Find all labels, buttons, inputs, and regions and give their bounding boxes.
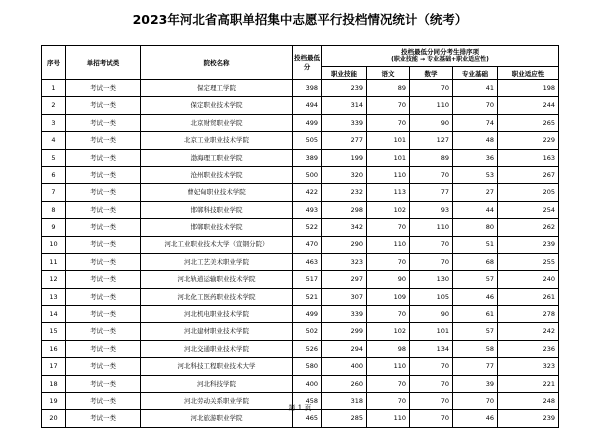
cell-adapt: 236 bbox=[498, 340, 559, 357]
cell-school: 曹妃甸职业技术学院 bbox=[141, 184, 293, 201]
table-row bbox=[42, 149, 559, 166]
cell-skill: 307 bbox=[322, 288, 367, 305]
cell-seq: 6 bbox=[42, 166, 66, 183]
cell-adapt: 254 bbox=[498, 201, 559, 218]
cell-chinese: 98 bbox=[367, 340, 410, 357]
table-row bbox=[42, 306, 559, 323]
cell-skill: 339 bbox=[322, 114, 367, 131]
table-row bbox=[42, 340, 559, 357]
cell-chinese: 110 bbox=[367, 236, 410, 253]
header-school: 院校名称 bbox=[141, 46, 293, 80]
cell-adapt: 248 bbox=[498, 393, 559, 410]
cell-skill: 323 bbox=[322, 253, 367, 270]
cell-school: 河北建材职业技术学院 bbox=[141, 323, 293, 340]
header-math: 数学 bbox=[410, 67, 453, 80]
cell-category: 考试一类 bbox=[66, 236, 141, 253]
cell-chinese: 101 bbox=[367, 149, 410, 166]
cell-skill: 260 bbox=[322, 375, 367, 392]
cell-min-score: 389 bbox=[293, 149, 322, 166]
cell-category: 考试一类 bbox=[66, 271, 141, 288]
cell-basic: 70 bbox=[453, 97, 498, 114]
cell-basic: 58 bbox=[453, 340, 498, 357]
cell-math: 110 bbox=[410, 97, 453, 114]
cell-min-score: 493 bbox=[293, 201, 322, 218]
header-rank-group bbox=[322, 46, 559, 67]
cell-chinese: 101 bbox=[367, 132, 410, 149]
cell-category: 考试一类 bbox=[66, 306, 141, 323]
cell-adapt: 267 bbox=[498, 166, 559, 183]
cell-chinese: 113 bbox=[367, 184, 410, 201]
cell-school: 河北科技工程职业技术大学 bbox=[141, 358, 293, 375]
cell-adapt: 239 bbox=[498, 236, 559, 253]
admission-table bbox=[41, 45, 559, 428]
cell-school: 河北化工医药职业技术学院 bbox=[141, 288, 293, 305]
cell-basic: 36 bbox=[453, 149, 498, 166]
cell-seq: 2 bbox=[42, 97, 66, 114]
cell-skill: 232 bbox=[322, 184, 367, 201]
cell-math: 130 bbox=[410, 271, 453, 288]
cell-category: 考试一类 bbox=[66, 97, 141, 114]
cell-adapt: 163 bbox=[498, 149, 559, 166]
cell-math: 110 bbox=[410, 219, 453, 236]
cell-category: 考试一类 bbox=[66, 288, 141, 305]
cell-adapt: 261 bbox=[498, 288, 559, 305]
cell-seq: 18 bbox=[42, 375, 66, 392]
cell-seq: 7 bbox=[42, 184, 66, 201]
cell-seq: 17 bbox=[42, 358, 66, 375]
cell-adapt: 242 bbox=[498, 323, 559, 340]
cell-chinese: 110 bbox=[367, 410, 410, 427]
cell-math: 134 bbox=[410, 340, 453, 357]
cell-min-score: 458 bbox=[293, 393, 322, 410]
cell-school: 北京工业职业技术学院 bbox=[141, 132, 293, 149]
cell-chinese: 89 bbox=[367, 80, 410, 97]
table-row bbox=[42, 97, 559, 114]
cell-seq: 3 bbox=[42, 114, 66, 131]
cell-min-score: 502 bbox=[293, 323, 322, 340]
cell-adapt: 262 bbox=[498, 219, 559, 236]
cell-math: 90 bbox=[410, 114, 453, 131]
cell-category: 考试一类 bbox=[66, 358, 141, 375]
cell-category: 考试一类 bbox=[66, 253, 141, 270]
page-title: 2023年河北省高职单招集中志愿平行投档情况统计（统考） bbox=[132, 12, 468, 27]
cell-category: 考试一类 bbox=[66, 114, 141, 131]
cell-min-score: 521 bbox=[293, 288, 322, 305]
cell-min-score: 422 bbox=[293, 184, 322, 201]
cell-category: 考试一类 bbox=[66, 184, 141, 201]
cell-basic: 80 bbox=[453, 219, 498, 236]
cell-min-score: 522 bbox=[293, 219, 322, 236]
cell-skill: 298 bbox=[322, 201, 367, 218]
cell-school: 保定职业技术学院 bbox=[141, 97, 293, 114]
cell-basic: 44 bbox=[453, 201, 498, 218]
cell-seq: 10 bbox=[42, 236, 66, 253]
cell-adapt: 229 bbox=[498, 132, 559, 149]
cell-chinese: 70 bbox=[367, 306, 410, 323]
cell-min-score: 499 bbox=[293, 306, 322, 323]
cell-school: 河北旅游职业学院 bbox=[141, 410, 293, 427]
cell-math: 70 bbox=[410, 166, 453, 183]
cell-math: 70 bbox=[410, 358, 453, 375]
cell-adapt: 205 bbox=[498, 184, 559, 201]
table-row bbox=[42, 323, 559, 340]
cell-seq: 13 bbox=[42, 288, 66, 305]
cell-chinese: 70 bbox=[367, 114, 410, 131]
cell-math: 70 bbox=[410, 410, 453, 427]
cell-basic: 51 bbox=[453, 236, 498, 253]
cell-seq: 20 bbox=[42, 410, 66, 427]
cell-min-score: 470 bbox=[293, 236, 322, 253]
header-row-top bbox=[42, 46, 559, 67]
cell-min-score: 463 bbox=[293, 253, 322, 270]
cell-min-score: 517 bbox=[293, 271, 322, 288]
cell-min-score: 526 bbox=[293, 340, 322, 357]
cell-min-score: 400 bbox=[293, 375, 322, 392]
cell-min-score: 505 bbox=[293, 132, 322, 149]
table-row bbox=[42, 358, 559, 375]
table-row bbox=[42, 288, 559, 305]
cell-basic: 68 bbox=[453, 253, 498, 270]
header-adapt: 职业适应性 bbox=[498, 67, 559, 80]
cell-category: 考试一类 bbox=[66, 132, 141, 149]
cell-category: 考试一类 bbox=[66, 149, 141, 166]
cell-math: 90 bbox=[410, 306, 453, 323]
table-row bbox=[42, 201, 559, 218]
cell-category: 考试一类 bbox=[66, 410, 141, 427]
table-row bbox=[42, 236, 559, 253]
table-row bbox=[42, 219, 559, 236]
cell-school: 河北工业职业技术大学（宣钢分院） bbox=[141, 236, 293, 253]
page-number: 第 1 页 bbox=[288, 404, 312, 412]
cell-basic: 46 bbox=[453, 288, 498, 305]
cell-skill: 199 bbox=[322, 149, 367, 166]
cell-school: 河北机电职业技术学院 bbox=[141, 306, 293, 323]
cell-skill: 285 bbox=[322, 410, 367, 427]
header-skill: 职业技能 bbox=[322, 67, 367, 80]
cell-chinese: 110 bbox=[367, 358, 410, 375]
cell-seq: 14 bbox=[42, 306, 66, 323]
cell-basic: 27 bbox=[453, 184, 498, 201]
cell-category: 考试一类 bbox=[66, 201, 141, 218]
cell-skill: 342 bbox=[322, 219, 367, 236]
cell-school: 保定理工学院 bbox=[141, 80, 293, 97]
cell-math: 101 bbox=[410, 323, 453, 340]
header-category: 单招考试类 bbox=[66, 46, 141, 80]
cell-seq: 1 bbox=[42, 80, 66, 97]
header-chinese: 语文 bbox=[367, 67, 410, 80]
cell-min-score: 500 bbox=[293, 166, 322, 183]
cell-min-score: 494 bbox=[293, 97, 322, 114]
cell-chinese: 110 bbox=[367, 166, 410, 183]
cell-math: 70 bbox=[410, 253, 453, 270]
cell-category: 考试一类 bbox=[66, 80, 141, 97]
cell-category: 考试一类 bbox=[66, 375, 141, 392]
cell-seq: 5 bbox=[42, 149, 66, 166]
cell-min-score: 499 bbox=[293, 114, 322, 131]
cell-seq: 11 bbox=[42, 253, 66, 270]
cell-skill: 290 bbox=[322, 236, 367, 253]
cell-skill: 277 bbox=[322, 132, 367, 149]
cell-skill: 299 bbox=[322, 323, 367, 340]
cell-adapt: 255 bbox=[498, 253, 559, 270]
cell-school: 河北工艺美术职业学院 bbox=[141, 253, 293, 270]
cell-basic: 70 bbox=[453, 393, 498, 410]
table-row bbox=[42, 132, 559, 149]
table-row bbox=[42, 253, 559, 270]
cell-adapt: 240 bbox=[498, 271, 559, 288]
cell-min-score: 398 bbox=[293, 80, 322, 97]
cell-adapt: 323 bbox=[498, 358, 559, 375]
cell-chinese: 70 bbox=[367, 97, 410, 114]
cell-math: 89 bbox=[410, 149, 453, 166]
header-rank-group-title: 投档最低分同分考生排序项 bbox=[401, 47, 480, 56]
header-basic: 专业基础 bbox=[453, 67, 498, 80]
cell-math: 70 bbox=[410, 375, 453, 392]
header-min-score: 投档最低分 bbox=[293, 46, 322, 80]
cell-basic: 48 bbox=[453, 132, 498, 149]
cell-category: 考试一类 bbox=[66, 393, 141, 410]
cell-math: 127 bbox=[410, 132, 453, 149]
cell-seq: 8 bbox=[42, 201, 66, 218]
cell-math: 70 bbox=[410, 393, 453, 410]
cell-math: 105 bbox=[410, 288, 453, 305]
header-rank-group-subtitle: (职业技能 → 专业基础+职业适应性) bbox=[391, 56, 489, 64]
cell-school: 河北劳动关系职业学院 bbox=[141, 393, 293, 410]
cell-basic: 39 bbox=[453, 375, 498, 392]
table-row bbox=[42, 271, 559, 288]
cell-adapt: 198 bbox=[498, 80, 559, 97]
cell-seq: 15 bbox=[42, 323, 66, 340]
cell-seq: 12 bbox=[42, 271, 66, 288]
cell-school: 邯郸科技职业学院 bbox=[141, 201, 293, 218]
cell-math: 93 bbox=[410, 201, 453, 218]
cell-adapt: 239 bbox=[498, 410, 559, 427]
cell-math: 77 bbox=[410, 184, 453, 201]
cell-category: 考试一类 bbox=[66, 166, 141, 183]
table-row bbox=[42, 80, 559, 97]
cell-skill: 294 bbox=[322, 340, 367, 357]
cell-adapt: 265 bbox=[498, 114, 559, 131]
cell-skill: 318 bbox=[322, 393, 367, 410]
table-row bbox=[42, 184, 559, 201]
table-body bbox=[42, 80, 559, 428]
cell-adapt: 221 bbox=[498, 375, 559, 392]
cell-chinese: 70 bbox=[367, 375, 410, 392]
cell-basic: 53 bbox=[453, 166, 498, 183]
cell-chinese: 70 bbox=[367, 253, 410, 270]
cell-skill: 314 bbox=[322, 97, 367, 114]
cell-chinese: 102 bbox=[367, 323, 410, 340]
table-row bbox=[42, 114, 559, 131]
cell-seq: 16 bbox=[42, 340, 66, 357]
cell-skill: 339 bbox=[322, 306, 367, 323]
cell-school: 渤海理工职业学院 bbox=[141, 149, 293, 166]
cell-math: 70 bbox=[410, 236, 453, 253]
cell-seq: 4 bbox=[42, 132, 66, 149]
cell-school: 沧州职业技术学院 bbox=[141, 166, 293, 183]
cell-school: 河北交通职业技术学院 bbox=[141, 340, 293, 357]
header-seq: 序号 bbox=[42, 46, 66, 80]
cell-category: 考试一类 bbox=[66, 323, 141, 340]
cell-basic: 77 bbox=[453, 358, 498, 375]
cell-basic: 41 bbox=[453, 80, 498, 97]
cell-basic: 61 bbox=[453, 306, 498, 323]
table-row bbox=[42, 375, 559, 392]
cell-adapt: 278 bbox=[498, 306, 559, 323]
cell-school: 河北科技学院 bbox=[141, 375, 293, 392]
cell-chinese: 70 bbox=[367, 393, 410, 410]
cell-chinese: 102 bbox=[367, 201, 410, 218]
cell-skill: 400 bbox=[322, 358, 367, 375]
table-row bbox=[42, 166, 559, 183]
cell-seq: 19 bbox=[42, 393, 66, 410]
cell-basic: 57 bbox=[453, 323, 498, 340]
cell-skill: 239 bbox=[322, 80, 367, 97]
cell-school: 北京财贸职业学院 bbox=[141, 114, 293, 131]
cell-category: 考试一类 bbox=[66, 219, 141, 236]
cell-skill: 297 bbox=[322, 271, 367, 288]
cell-skill: 320 bbox=[322, 166, 367, 183]
cell-chinese: 90 bbox=[367, 271, 410, 288]
cell-basic: 46 bbox=[453, 410, 498, 427]
cell-basic: 74 bbox=[453, 114, 498, 131]
cell-min-score: 465 bbox=[293, 410, 322, 427]
cell-seq: 9 bbox=[42, 219, 66, 236]
cell-adapt: 244 bbox=[498, 97, 559, 114]
cell-chinese: 70 bbox=[367, 219, 410, 236]
cell-school: 邯郸职业技术学院 bbox=[141, 219, 293, 236]
cell-category: 考试一类 bbox=[66, 340, 141, 357]
cell-chinese: 109 bbox=[367, 288, 410, 305]
cell-min-score: 580 bbox=[293, 358, 322, 375]
cell-school: 河北轨道运输职业技术学院 bbox=[141, 271, 293, 288]
cell-math: 70 bbox=[410, 80, 453, 97]
cell-basic: 57 bbox=[453, 271, 498, 288]
